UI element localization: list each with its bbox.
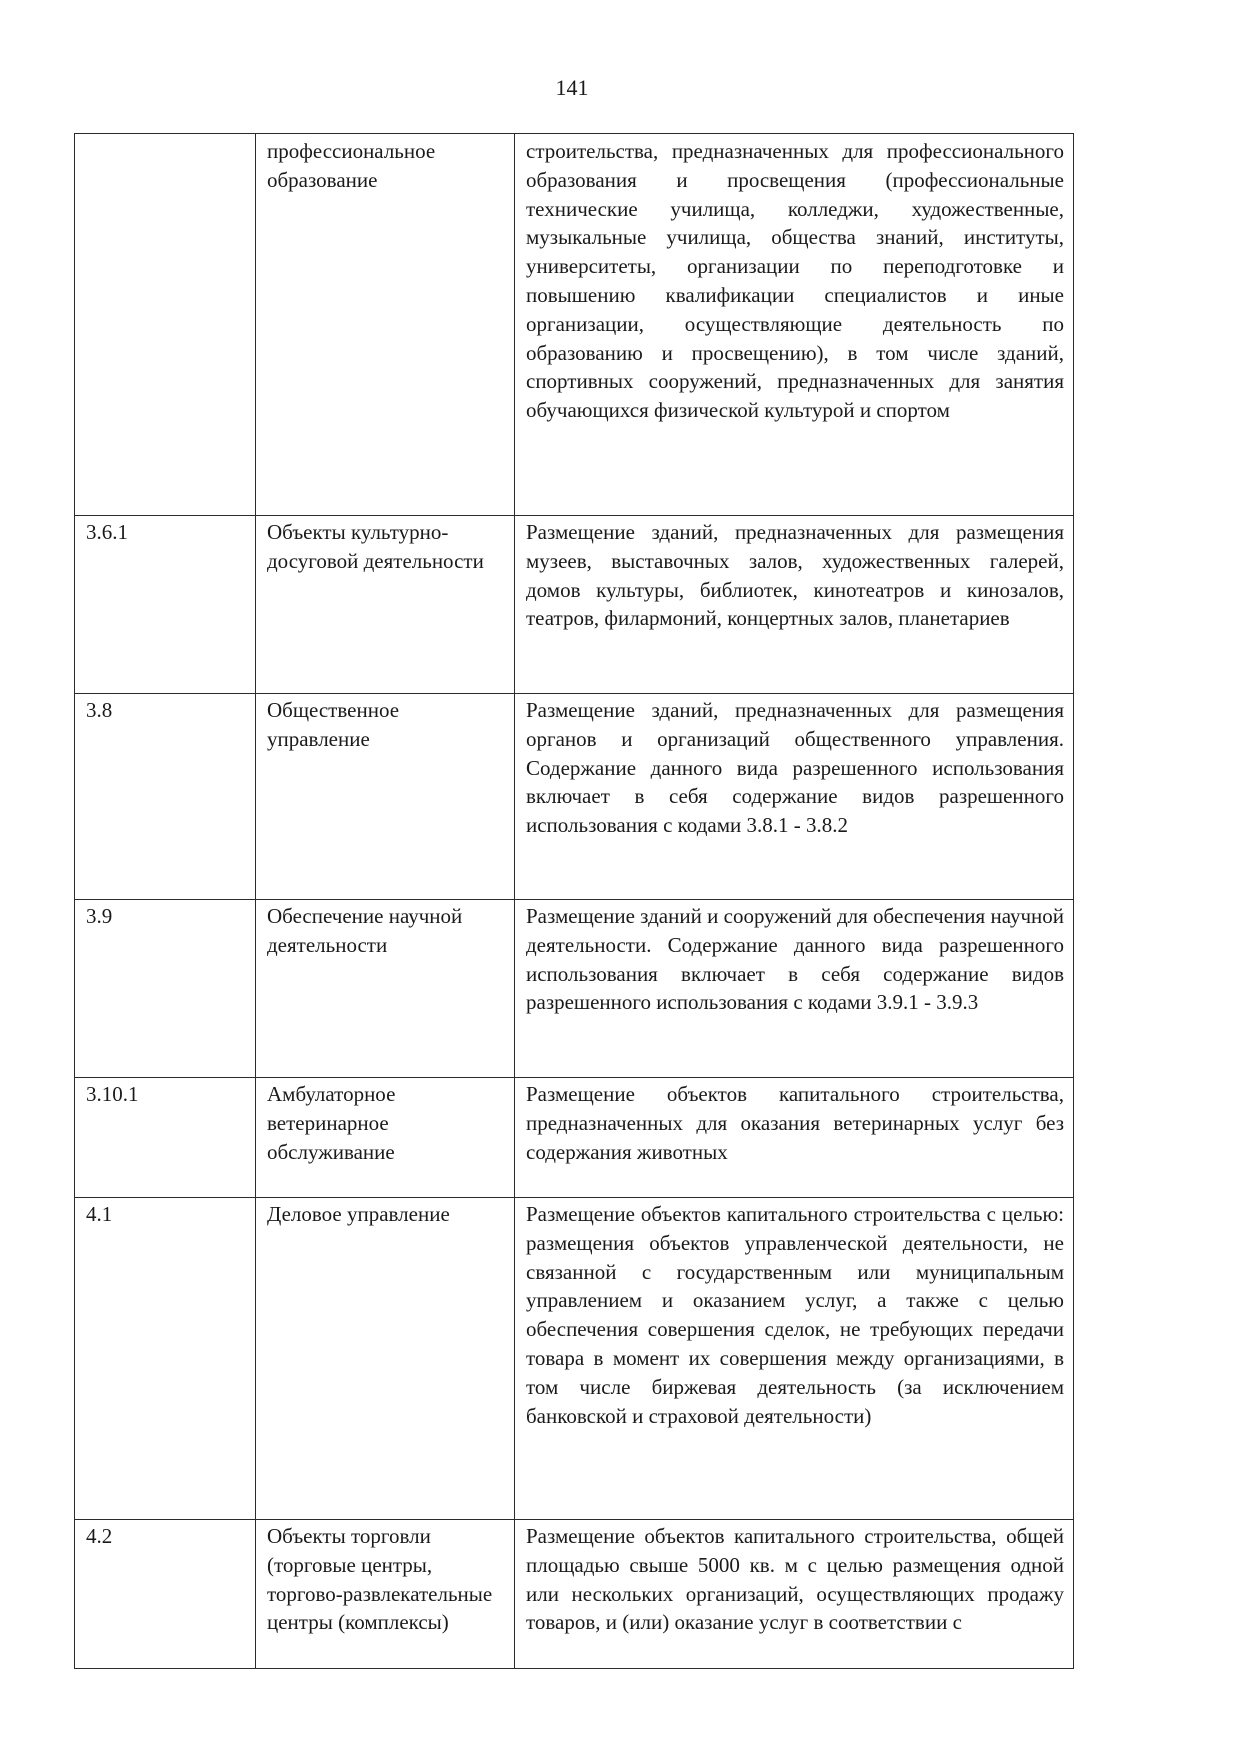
row-code: 4.1 [75, 1198, 256, 1520]
table-row [75, 516, 1074, 694]
row-description: Размещение объектов капитального строительства, общей площадью свыше 5000 кв. м с целью размещения одной или нескольких организаций, осуществляющих продажу товаров, и (или) оказание услуг в соответствии с [515, 1520, 1074, 1669]
row-description: строительства, предназначенных для профессионального образования и просвещения (профессиональные технические училища, колледжи, художественные, музыкальные училища, общества знаний, институты, университеты, организации по переподготовке и повышению квалификации специалистов и иные организации, осуществляющие деятельность по образованию и просвещению), в том числе зданий, спортивных сооружений, предназначенных для занятия обучающихся физической культурой и спортом [515, 134, 1074, 516]
table-row [75, 694, 1074, 900]
row-code: 4.2 [75, 1520, 256, 1669]
row-code: 3.8 [75, 694, 256, 900]
row-name: Общественное управление [256, 694, 515, 900]
row-code: 3.6.1 [75, 516, 256, 694]
row-description: Размещение объектов капитального строительства с целью: размещения объектов управленческой деятельности, не связанной с государственным или муниципальным управлением и оказанием услуг, а также с целью обеспечения совершения сделок, не требующих передачи товара в момент их совершения между организациями, в том числе биржевая деятельность (за исключением банковской и страховой деятельности) [515, 1198, 1074, 1520]
row-name: Амбулаторное ветеринарное обслуживание [256, 1078, 515, 1198]
row-description: Размещение зданий, предназначенных для размещения органов и организаций общественного управления. Содержание данного вида разрешенного использования включает в себя содержание видов разрешенного использования с кодами 3.8.1 - 3.8.2 [515, 694, 1074, 900]
land-use-table [74, 133, 1074, 1669]
table-row [75, 1078, 1074, 1198]
table-row [75, 1520, 1074, 1669]
page-number: 141 [555, 75, 589, 100]
row-description: Размещение объектов капитального строительства, предназначенных для оказания ветеринарных услуг без содержания животных [515, 1078, 1074, 1198]
row-name: Деловое управление [256, 1198, 515, 1520]
table-row [75, 900, 1074, 1078]
row-name: Обеспечение научной деятельности [256, 900, 515, 1078]
row-code: 3.9 [75, 900, 256, 1078]
row-description: Размещение зданий, предназначенных для размещения музеев, выставочных залов, художественных галерей, домов культуры, библиотек, кинотеатров и кинозалов, театров, филармоний, концертных залов, планетариев [515, 516, 1074, 694]
row-name: Объекты торговли (торговые центры, торгово-развлекательные центры (комплексы) [256, 1520, 515, 1669]
row-code: 3.10.1 [75, 1078, 256, 1198]
table-row [75, 134, 1074, 516]
row-name: профессиональное образование [256, 134, 515, 516]
row-description: Размещение зданий и сооружений для обеспечения научной деятельности. Содержание данного вида разрешенного использования включает в себя содержание видов разрешенного использования с кодами 3.9.1 - 3.9.3 [515, 900, 1074, 1078]
table-row [75, 1198, 1074, 1520]
row-code [75, 134, 256, 516]
row-name: Объекты культурно-досуговой деятельности [256, 516, 515, 694]
